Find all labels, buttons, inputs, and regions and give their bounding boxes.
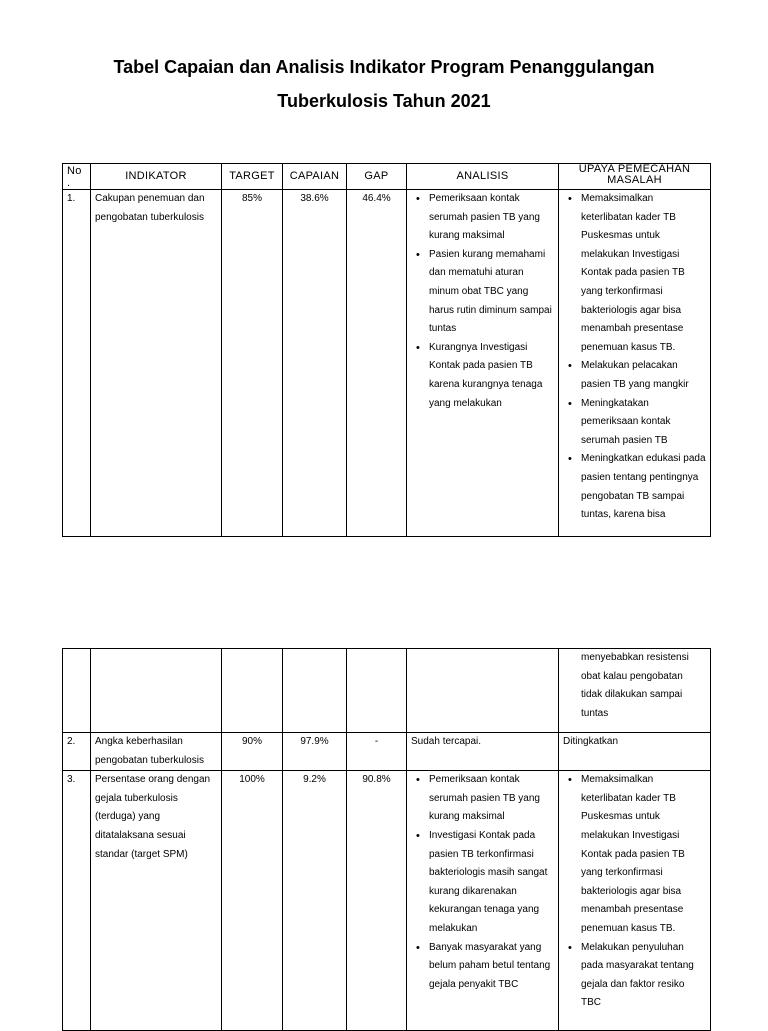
- row-1-capaian: 38.6%: [283, 190, 347, 537]
- list-item: • Melakukan penyuluhan pada masyarakat tentang gejala dan faktor resiko TBC: [563, 939, 706, 1013]
- document-title-line-2: Tuberkulosis Tahun 2021: [277, 91, 491, 111]
- row-2-capaian: 97.9%: [283, 733, 347, 771]
- table-row: [63, 190, 711, 537]
- row-3-no: 3.: [63, 771, 91, 1031]
- row-1-indikator: Cakupan penemuan dan pengobatan tuberkulosis: [91, 190, 222, 537]
- indicator-table-part-1: [62, 163, 711, 537]
- header-no: No .: [63, 164, 91, 190]
- row-3-analisis: [407, 771, 559, 1031]
- header-indikator: INDIKATOR: [91, 164, 222, 190]
- table-row: [63, 733, 711, 771]
- row-3-capaian: 9.2%: [283, 771, 347, 1031]
- indicator-table-part-2: [62, 648, 711, 1031]
- list-item: • Pemeriksaan kontak serumah pasien TB yang kurang maksimal: [411, 771, 554, 827]
- row-1-upaya-continued: menyebabkan resistensi obat kalau pengobatan tidak dilakukan sampai tuntas: [559, 649, 711, 733]
- header-upaya: UPAYA PEMECAHAN MASALAH: [559, 164, 711, 190]
- row-1-upaya: [559, 190, 711, 537]
- row-1-gap: 46.4%: [347, 190, 407, 537]
- list-item: • Banyak masyarakat yang belum paham betul tentang gejala penyakit TBC: [411, 939, 554, 995]
- header-capaian: CAPAIAN: [283, 164, 347, 190]
- row-2-target: 90%: [222, 733, 283, 771]
- row-3-upaya: [559, 771, 711, 1031]
- row-2-no: 2.: [63, 733, 91, 771]
- list-item: • Investigasi Kontak pada pasien TB terkonfirmasi bakteriologis masih sangat kurang dikarenakan kekurangan tenaga yang melakukan: [411, 827, 554, 939]
- list-item: • Memaksimalkan keterlibatan kader TB Puskesmas untuk melakukan Investigasi Kontak pada pasien TB yang terkonfirmasi bakteriologis agar bisa menambah presentase penemuan kasus TB.: [563, 190, 706, 357]
- row-1-target: 85%: [222, 190, 283, 537]
- row-2-gap: -: [347, 733, 407, 771]
- row-1-analisis: [407, 190, 559, 537]
- row-3-indikator: Persentase orang dengan gejala tuberkulosis (terduga) yang ditatalaksana sesuai standar (target SPM): [91, 771, 222, 1031]
- row-2-upaya: Ditingkatkan: [559, 733, 711, 771]
- document-title-line-1: Tabel Capaian dan Analisis Indikator Program Penanggulangan: [113, 57, 655, 77]
- list-item: • Memaksimalkan keterlibatan kader TB Puskesmas untuk melakukan Investigasi Kontak pada pasien TB yang terkonfirmasi bakteriologis agar bisa menambah presentase penemuan kasus TB.: [563, 771, 706, 938]
- list-item: • Meningkatakan pemeriksaan kontak serumah pasien TB: [563, 395, 706, 451]
- table-row: [63, 771, 711, 1031]
- row-2-indikator: Angka keberhasilan pengobatan tuberkulosis: [91, 733, 222, 771]
- row-1-no: 1.: [63, 190, 91, 537]
- table-row: [63, 649, 711, 733]
- list-item: • Kurangnya Investigasi Kontak pada pasien TB karena kurangnya tenaga yang melakukan: [411, 339, 554, 413]
- row-3-target: 100%: [222, 771, 283, 1031]
- table-header-row: [63, 164, 711, 190]
- list-item: • Meningkatkan edukasi pada pasien tentang pentingnya pengobatan TB sampai tuntas, karena bisa: [563, 450, 706, 524]
- list-item: • Pemeriksaan kontak serumah pasien TB yang kurang maksimal: [411, 190, 554, 246]
- list-item: • Pasien kurang memahami dan mematuhi aturan minum obat TBC yang harus rutin diminum sampai tuntas: [411, 246, 554, 339]
- list-item: • Melakukan pelacakan pasien TB yang mangkir: [563, 357, 706, 394]
- header-target: TARGET: [222, 164, 283, 190]
- row-2-analisis: Sudah tercapai.: [407, 733, 559, 771]
- header-gap: GAP: [347, 164, 407, 190]
- header-analisis: ANALISIS: [407, 164, 559, 190]
- row-3-gap: 90.8%: [347, 771, 407, 1031]
